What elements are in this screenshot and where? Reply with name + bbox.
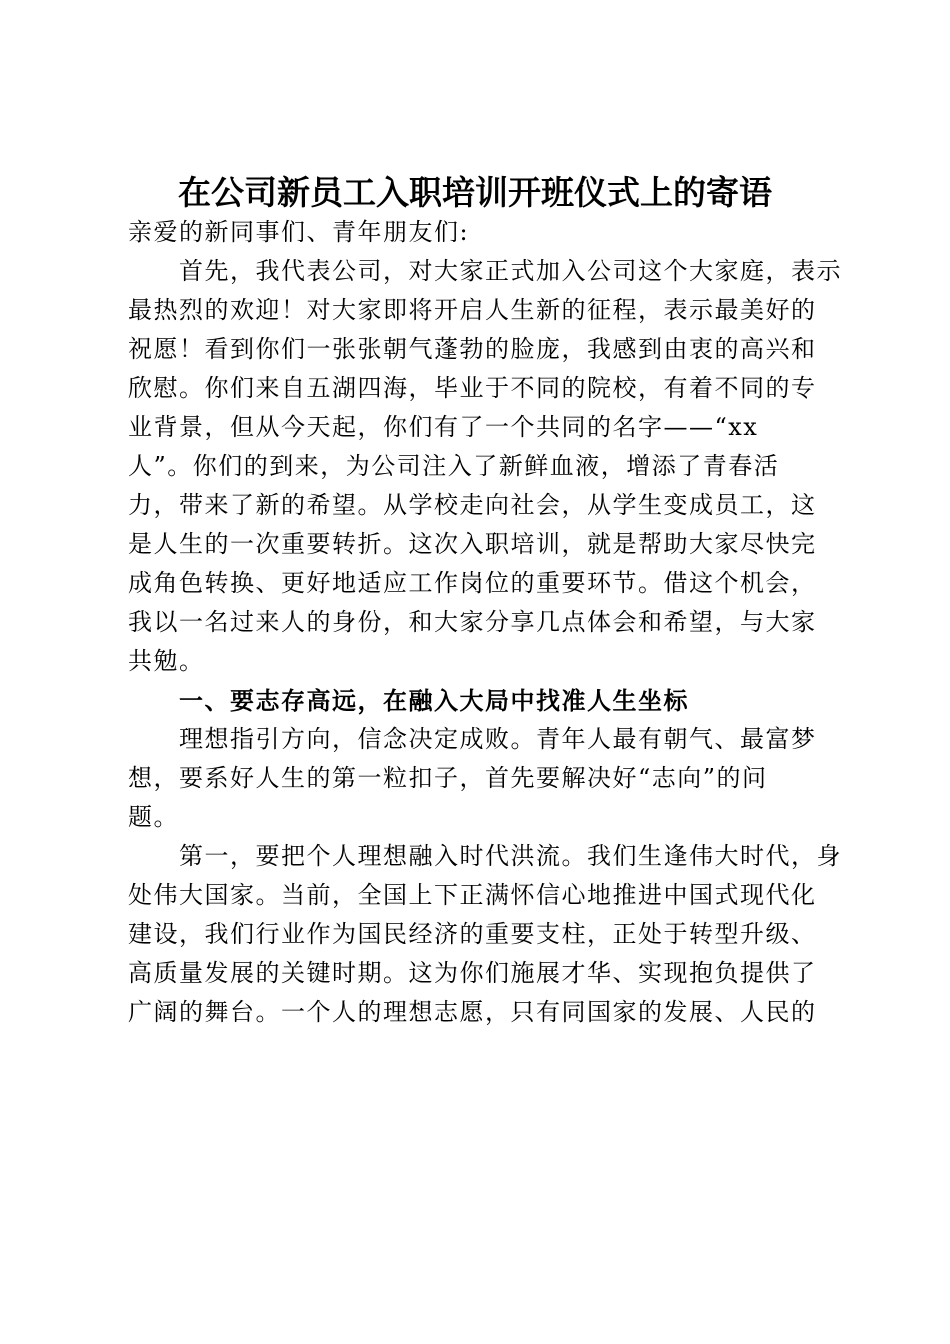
body-line: 共勉。 (128, 647, 205, 675)
body-line: 建设，我们行业作为国民经济的重要支柱，正处于转型升级、 (128, 920, 817, 948)
body-line: 最热烈的欢迎！对大家即将开启人生新的征程，表示最美好的 (128, 296, 817, 324)
body-line: 我以一名过来人的身份，和大家分享几点体会和希望，与大家 (128, 608, 817, 636)
body-line: 广阔的舞台。一个人的理想志愿，只有同国家的发展、人民的 (128, 998, 817, 1026)
body-line: 第一，要把个人理想融入时代洪流。我们生逢伟大时代，身 (128, 842, 842, 870)
salutation-line: 亲爱的新同事们、青年朋友们: (128, 218, 470, 246)
body-line: 成角色转换、更好地适应工作岗位的重要环节。借这个机会， (128, 569, 817, 597)
document-title: 在公司新员工入职培训开班仪式上的寄语 (178, 173, 772, 212)
body-line: 欣慰。你们来自五湖四海，毕业于不同的院校，有着不同的专 (128, 374, 817, 402)
body-line: 是人生的一次重要转折。这次入职培训，就是帮助大家尽快完 (128, 530, 817, 558)
body-line: 祝愿！看到你们一张张朝气蓬勃的脸庞，我感到由衷的高兴和 (128, 335, 817, 363)
body-line: 力，带来了新的希望。从学校走向社会，从学生变成员工，这 (128, 491, 817, 519)
body-line: 想，要系好人生的第一粒扣子，首先要解决好“志向”的问 (128, 764, 768, 792)
body-line: 业背景，但从今天起，你们有了一个共同的名字——“xx (128, 413, 759, 441)
section-heading: 一、要志存高远，在融入大局中找准人生坐标 (128, 686, 689, 715)
body-line: 高质量发展的关键时期。这为你们施展才华、实现抱负提供了 (128, 959, 817, 987)
body-line: 处伟大国家。当前，全国上下正满怀信心地推进中国式现代化 (128, 881, 817, 909)
body-line: 题。 (128, 803, 179, 831)
body-line: 理想指引方向，信念决定成败。青年人最有朝气、最富梦 (128, 725, 817, 753)
body-line: 首先，我代表公司，对大家正式加入公司这个大家庭，表示 (128, 257, 842, 285)
document-body (128, 213, 842, 1032)
body-line: 人”。你们的到来，为公司注入了新鲜血液，增添了青春活 (128, 452, 780, 480)
